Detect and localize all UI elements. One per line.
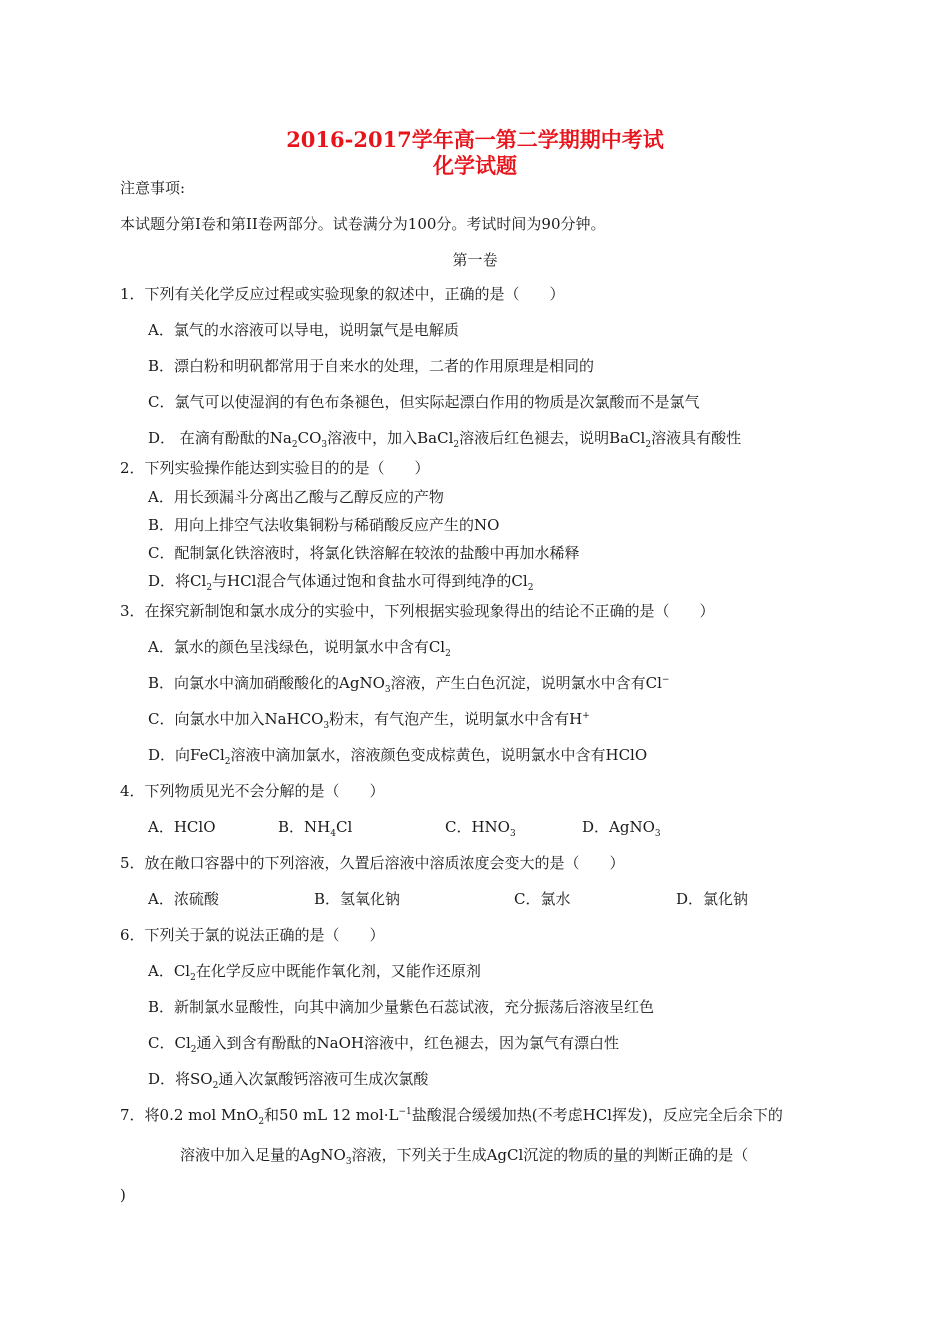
question-2-option-d: D．将$Cl_2$与HCl混合气体通过饱和食盐水可得到纯净的$Cl_2$	[148, 572, 534, 593]
exam-title: 2016-2017学年高一第二学期期中考试	[286, 127, 664, 152]
question-3-option-c: C．向氯水中加入NaHCO$_3$粉末，有气泡产生，说明氯水中含有H+	[148, 710, 590, 731]
question-1-option-a: A．氯气的水溶液可以导电，说明氯气是电解质	[148, 321, 459, 339]
question-4-option-d: D．AgNO$_3$	[582, 818, 661, 839]
question-6-option-b: B．新制氯水显酸性，向其中滴加少量紫色石蕊试液，充分振荡后溶液呈红色	[148, 998, 655, 1016]
question-3-option-d: D．向FeCl$_2$溶液中滴加氯水，溶液颜色变成棕黄色，说明氯水中含有HClO	[148, 746, 648, 767]
question-7-stem-line-2: 溶液中加入足量的AgNO$_3$溶液，下列关于生成AgCl沉淀的物质的量的判断正确的是（	[180, 1146, 749, 1167]
question-1-option-b: B．漂白粉和明矾都常用于自来水的处理，二者的作用原理是相同的	[148, 357, 595, 375]
question-6-option-d: D．将$SO_2$通入次氯酸钙溶液可生成次氯酸	[148, 1070, 429, 1091]
question-7-stem-line-3: )	[120, 1186, 126, 1204]
question-1-option-c: C．氯气可以使湿润的有色布条褪色，但实际起漂白作用的物质是次氯酸而不是氯气	[148, 393, 700, 411]
question-2-option-c: C．配制氯化铁溶液时，将氯化铁溶解在较浓的盐酸中再加水稀释	[148, 544, 580, 562]
question-3-stem: 3．在探究新制饱和氯水成分的实验中，下列根据实验现象得出的结论不正确的是（ ）	[120, 602, 715, 620]
question-2-option-b: B．用向上排空气法收集铜粉与稀硝酸反应产生的NO	[148, 516, 500, 534]
question-2-stem: 2．下列实验操作能达到实验目的的是（ ）	[120, 459, 430, 477]
question-3-option-a: A．氯水的颜色呈浅绿色，说明氯水中含有$Cl_2$	[148, 638, 451, 659]
question-5-option-b: B．氢氧化钠	[314, 890, 401, 908]
notice-heading: 注意事项:	[120, 179, 186, 197]
question-7-stem-line-1: 7．将0.2 mol MnO$_2$和50 mL 12 $mol\cdot L^{-1}$盐酸混合缓缓加热(不考虑HCl挥发)，反应完全后余下的	[120, 1106, 783, 1127]
exam-subtitle: 化学试题	[433, 153, 517, 178]
question-2-option-a: A．用长颈漏斗分离出乙酸与乙醇反应的产物	[148, 488, 444, 506]
question-4-option-c: C．$HNO_3$	[445, 818, 516, 839]
question-1-option-d: D． 在滴有酚酞的$Na_2CO_3$溶液中，加入BaCl$_2$溶液后红色褪去，说明BaCl$_2$溶液具有酸性	[148, 429, 742, 450]
question-1-stem: 1．下列有关化学反应过程或实验现象的叙述中，正确的是（ ）	[120, 285, 565, 303]
question-4-option-a: A．HClO	[148, 818, 216, 836]
question-5-option-d: D．氯化钠	[676, 890, 749, 908]
question-6-stem: 6．下列关于氯的说法正确的是（ ）	[120, 926, 385, 944]
notice-text: 本试题分第I卷和第II卷两部分。试卷满分为100分。考试时间为90分钟。	[120, 215, 606, 233]
question-5-option-a: A．浓硫酸	[148, 890, 219, 908]
question-5-stem: 5．放在敞口容器中的下列溶液，久置后溶液中溶质浓度会变大的是（ ）	[120, 854, 625, 872]
question-6-option-c: C．$Cl_2$通入到含有酚酞的NaOH溶液中，红色褪去，因为氯气有漂白性	[148, 1034, 619, 1055]
question-6-option-a: A．$Cl_2$在化学反应中既能作氧化剂，又能作还原剂	[148, 962, 481, 983]
question-5-option-c: C．氯水	[514, 890, 571, 908]
section-title: 第一卷	[452, 251, 498, 269]
question-4-option-b: B．$NH_4Cl$	[278, 818, 353, 839]
question-3-option-b: B．向氯水中滴加硝酸酸化的AgNO$_3$溶液，产生白色沉淀，说明氯水中含有Cl−	[148, 674, 670, 695]
question-4-stem: 4．下列物质见光不会分解的是（ ）	[120, 782, 385, 800]
